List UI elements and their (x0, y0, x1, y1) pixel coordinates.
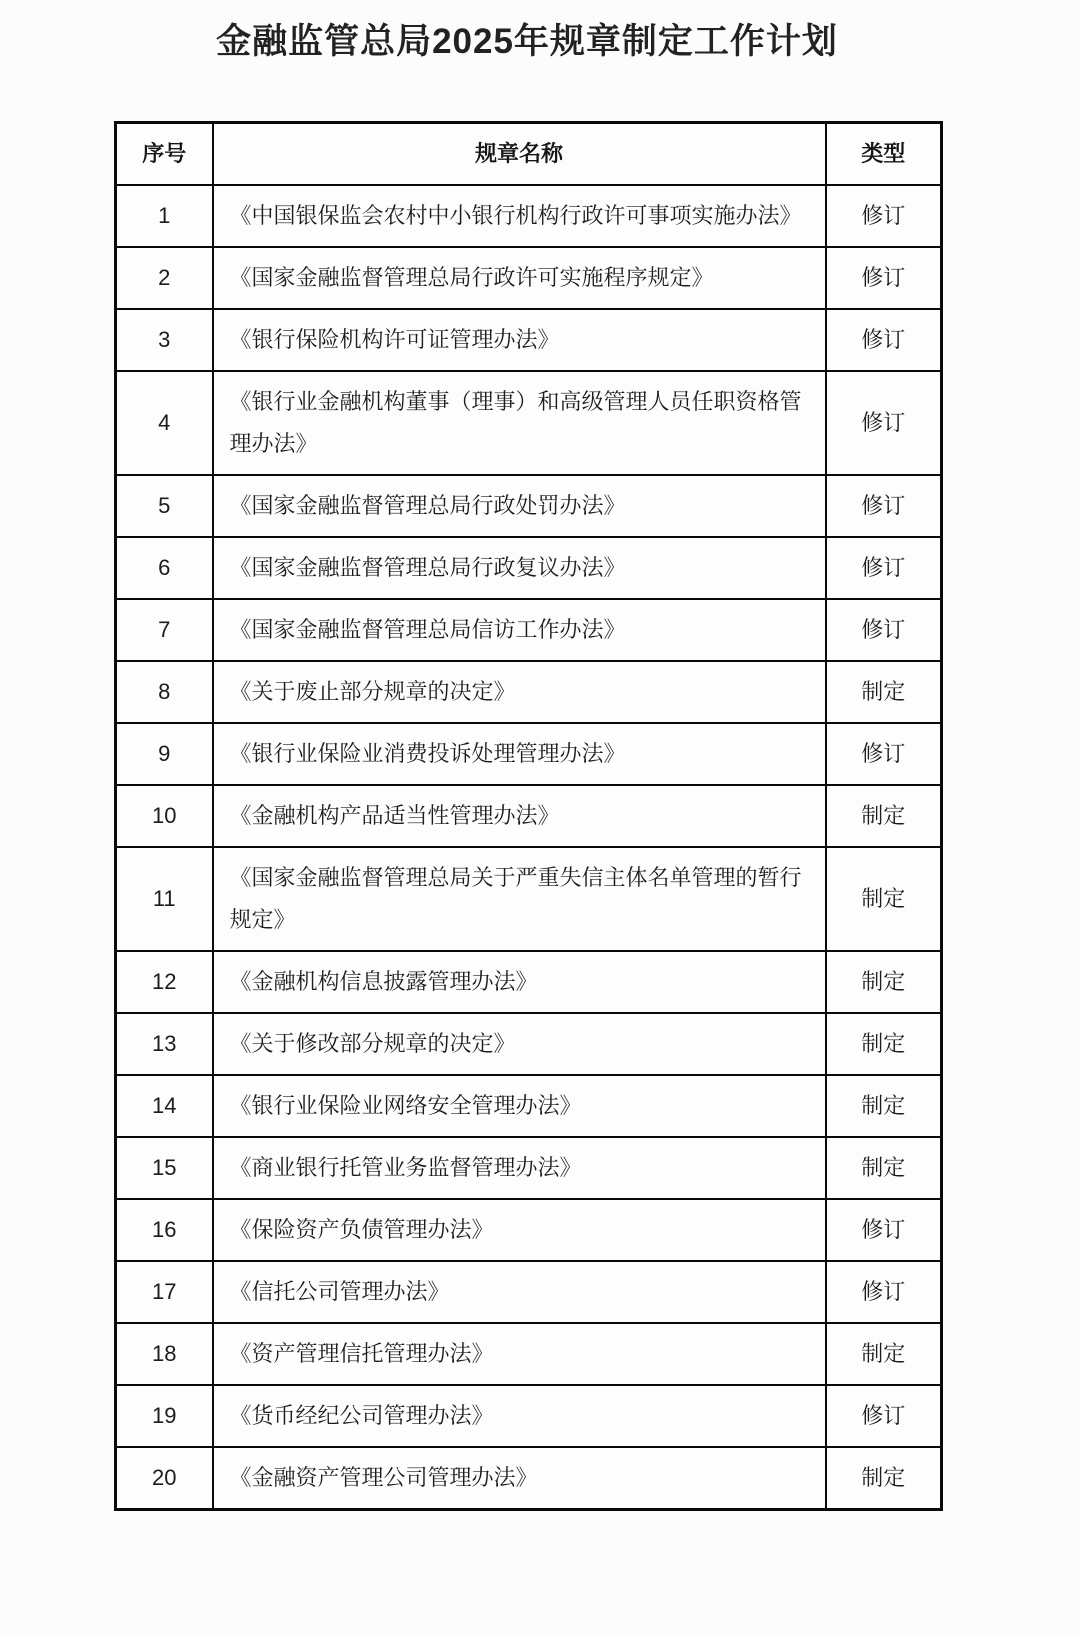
row-index-cell: 1 (116, 185, 213, 247)
row-regulation-name-cell: 《关于修改部分规章的决定》 (213, 1013, 826, 1075)
row-index-cell: 20 (116, 1447, 213, 1510)
row-index-cell: 12 (116, 951, 213, 1013)
row-type-cell: 修订 (826, 1261, 942, 1323)
row-type-cell: 修订 (826, 1385, 942, 1447)
header-cell-index: 序号 (116, 123, 213, 186)
table-row (116, 185, 942, 247)
row-regulation-name-cell: 《银行保险机构许可证管理办法》 (213, 309, 826, 371)
row-regulation-name-cell: 《关于废止部分规章的决定》 (213, 661, 826, 723)
row-type-cell: 修订 (826, 1199, 942, 1261)
row-type-cell: 修订 (826, 309, 942, 371)
header-cell-type: 类型 (826, 123, 942, 186)
row-index-cell: 4 (116, 371, 213, 475)
row-type-cell: 修订 (826, 723, 942, 785)
row-regulation-name-cell: 《国家金融监督管理总局行政处罚办法》 (213, 475, 826, 537)
row-index-cell: 7 (116, 599, 213, 661)
row-regulation-name-cell: 《信托公司管理办法》 (213, 1261, 826, 1323)
table-row (116, 1261, 942, 1323)
page-title: 金融监管总局2025年规章制定工作计划 (216, 22, 838, 61)
row-type-cell: 制定 (826, 1447, 942, 1510)
table-row (116, 309, 942, 371)
table-row (116, 723, 942, 785)
row-type-cell: 修订 (826, 537, 942, 599)
row-regulation-name-cell: 《银行业保险业网络安全管理办法》 (213, 1075, 826, 1137)
table-row (116, 847, 942, 951)
table-row (116, 599, 942, 661)
row-index-cell: 5 (116, 475, 213, 537)
row-regulation-name-cell: 《金融资产管理公司管理办法》 (213, 1447, 826, 1510)
row-regulation-name-cell: 《国家金融监督管理总局行政复议办法》 (213, 537, 826, 599)
row-index-cell: 6 (116, 537, 213, 599)
table-body (116, 185, 942, 1510)
table-row (116, 475, 942, 537)
row-index-cell: 13 (116, 1013, 213, 1075)
row-type-cell: 制定 (826, 1323, 942, 1385)
row-regulation-name-cell: 《银行业保险业消费投诉处理管理办法》 (213, 723, 826, 785)
table-row (116, 1137, 942, 1199)
row-type-cell: 制定 (826, 1013, 942, 1075)
table-row (116, 661, 942, 723)
row-type-cell: 修订 (826, 247, 942, 309)
row-regulation-name-cell: 《货币经纪公司管理办法》 (213, 1385, 826, 1447)
row-index-cell: 14 (116, 1075, 213, 1137)
row-index-cell: 19 (116, 1385, 213, 1447)
row-type-cell: 制定 (826, 1075, 942, 1137)
table-row (116, 785, 942, 847)
row-index-cell: 16 (116, 1199, 213, 1261)
row-regulation-name-cell: 《银行业金融机构董事（理事）和高级管理人员任职资格管理办法》 (213, 371, 826, 475)
row-type-cell: 修订 (826, 185, 942, 247)
row-index-cell: 17 (116, 1261, 213, 1323)
table-row (116, 371, 942, 475)
row-type-cell: 修订 (826, 599, 942, 661)
header-cell-name: 规章名称 (213, 123, 826, 186)
table-header-row (116, 123, 942, 186)
row-index-cell: 11 (116, 847, 213, 951)
row-type-cell: 制定 (826, 785, 942, 847)
table-row (116, 951, 942, 1013)
row-regulation-name-cell: 《国家金融监督管理总局关于严重失信主体名单管理的暂行规定》 (213, 847, 826, 951)
row-regulation-name-cell: 《国家金融监督管理总局行政许可实施程序规定》 (213, 247, 826, 309)
row-type-cell: 制定 (826, 661, 942, 723)
row-index-cell: 10 (116, 785, 213, 847)
row-regulation-name-cell: 《资产管理信托管理办法》 (213, 1323, 826, 1385)
row-index-cell: 9 (116, 723, 213, 785)
row-regulation-name-cell: 《保险资产负债管理办法》 (213, 1199, 826, 1261)
table-row (116, 1075, 942, 1137)
row-type-cell: 制定 (826, 1137, 942, 1199)
row-regulation-name-cell: 《国家金融监督管理总局信访工作办法》 (213, 599, 826, 661)
row-type-cell: 制定 (826, 951, 942, 1013)
row-regulation-name-cell: 《金融机构信息披露管理办法》 (213, 951, 826, 1013)
row-regulation-name-cell: 《金融机构产品适当性管理办法》 (213, 785, 826, 847)
table-row (116, 247, 942, 309)
row-regulation-name-cell: 《中国银保监会农村中小银行机构行政许可事项实施办法》 (213, 185, 826, 247)
row-type-cell: 修订 (826, 371, 942, 475)
row-index-cell: 15 (116, 1137, 213, 1199)
row-index-cell: 2 (116, 247, 213, 309)
row-index-cell: 18 (116, 1323, 213, 1385)
row-regulation-name-cell: 《商业银行托管业务监督管理办法》 (213, 1137, 826, 1199)
row-type-cell: 修订 (826, 475, 942, 537)
table-row (116, 537, 942, 599)
row-type-cell: 制定 (826, 847, 942, 951)
table-row (116, 1013, 942, 1075)
regulation-plan-table (114, 121, 943, 1511)
table-row (116, 1199, 942, 1261)
row-index-cell: 3 (116, 309, 213, 371)
row-index-cell: 8 (116, 661, 213, 723)
table-row (116, 1323, 942, 1385)
table-row (116, 1447, 942, 1510)
table-row (116, 1385, 942, 1447)
